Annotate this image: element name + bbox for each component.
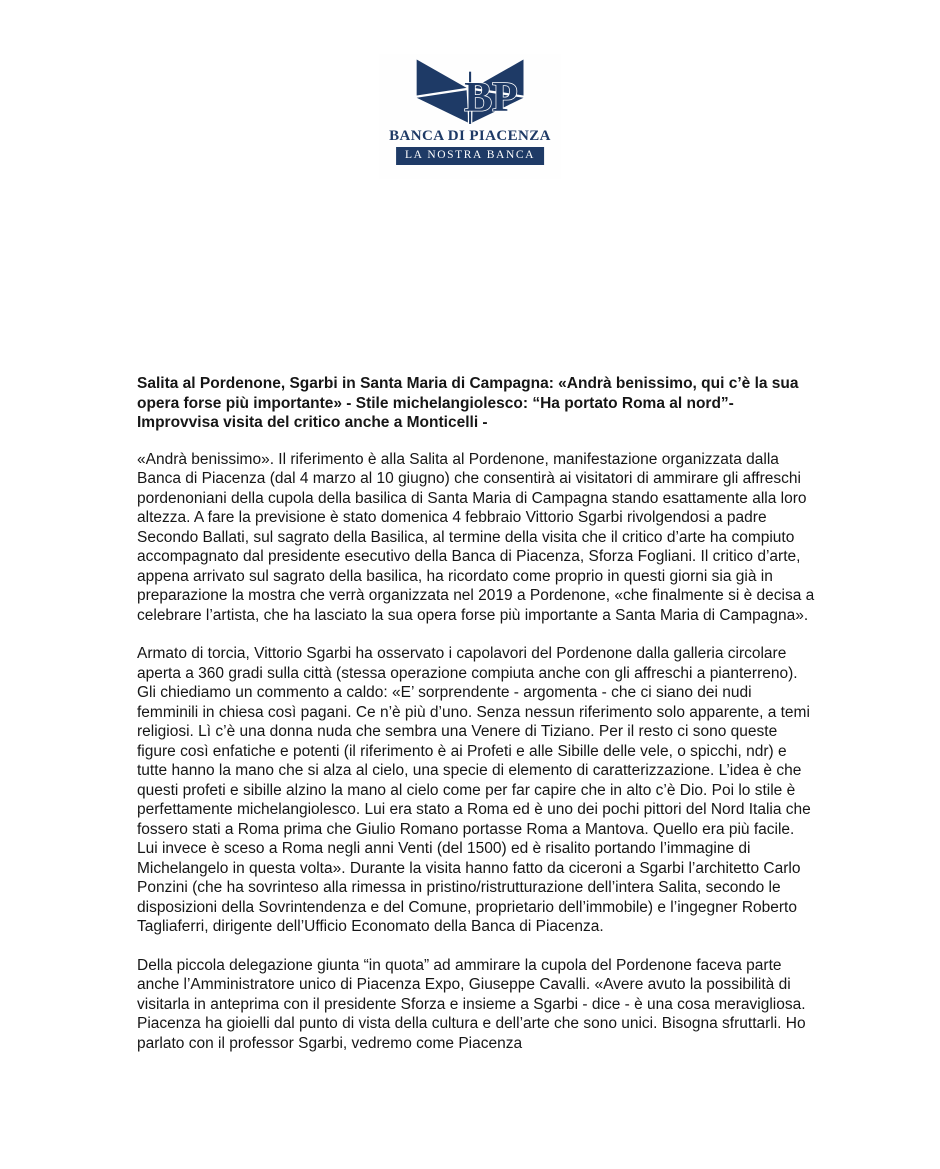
article-body: [137, 374, 815, 1072]
article-headline: Salita al Pordenone, Sgarbi in Santa Maria di Campagna: «Andrà benissimo, qui c’è la sua opera forse più importante» - Stile michelangiolesco: “Ha portato Roma al nord”- Improvvisa visita del critico anche a Monticelli -: [137, 375, 799, 431]
bank-logo: [379, 54, 561, 179]
bp-monogram-icon: [411, 56, 529, 128]
article-paragraph: «Andrà benissimo». Il riferimento è alla Salita al Pordenone, manifestazione organizzata dalla Banca di Piacenza (dal 4 marzo al 10 giugno) che consentirà ai visitatori di ammirare gli affreschi pordenoniani della cupola della basilica di Santa Maria di Campagna stando esattamente alla loro altezza. A fare la previsione è stato domenica 4 febbraio Vittorio Sgarbi rivolgendosi a padre Secondo Ballati, sul sagrato della Basilica, al termine della visita che il critico d’arte ha compiuto accompagnato dal presidente esecutivo della Banca di Piacenza, Sforza Fogliani. Il critico d’arte, appena arrivato sul sagrato della basilica, ha ricordato come proprio in questi giorni sia già in preparazione la mostra che verrà organizzata nel 2019 a Pordenone, «che finalmente si è decisa a celebrare l’artista, che ha lasciato la sua opera forse più importante a Santa Maria di Campagna».: [137, 450, 815, 624]
bank-name: BANCA DI PIACENZA: [389, 128, 551, 144]
article-paragraph: Armato di torcia, Vittorio Sgarbi ha osservato i capolavori del Pordenone dalla galleria circolare aperta a 360 gradi sulla città (stessa operazione compiuta anche con gli affreschi a pianterreno). Gli chiediamo un commento a caldo: «E’ sorprendente - argomenta - che ci siano dei nudi femminili in chiesa così pagani. Ce n’è più d’uno. Senza nessun riferimento solo apparente, a temi religiosi. Lì c’è una donna nuda che sembra una Venere di Tiziano. Per il resto ci sono queste figure così enfatiche e potenti (il riferimento è ai Profeti e alle Sibille delle vele, o spicchi, ndr) e tutte hanno la mano che si alza al cielo, una specie di elemento di caratterizzazione. L’idea è che questi profeti e sibille alzino la mano al cielo come per far capire che in alto c’è Dio. Poi lo stile è perfettamente michelangiolesco. Lui era stato a Roma ed è uno dei pochi pittori del Nord Italia che fossero stati a Roma prima che Giulio Romano portasse Roma a Mantova. Quello era più facile. Lui invece è sceso a Roma negli anni Venti (del 1500) ed è risalito portando l’immagine di Michelangelo in questa volta». Durante la visita hanno fatto da ciceroni a Sgarbi l’architetto Carlo Ponzini (che ha sovrinteso alla rimessa in pristino/ristrutturazione dell’intera Salita, secondo le disposizioni della Sovrintendenza e del Comune, proprietario dell’immobile) e l’ingegner Roberto Tagliaferri, dirigente dell’Ufficio Economato della Banca di Piacenza.: [137, 645, 811, 935]
bank-tagline: LA NOSTRA BANCA: [396, 147, 544, 166]
article-paragraph: Della piccola delegazione giunta “in quota” ad ammirare la cupola del Pordenone faceva parte anche l’Amministratore unico di Piacenza Expo, Giuseppe Cavalli. «Avere avuto la possibilità di visitarla in anteprima con il presidente Sforza e insieme a Sgarbi - dice - è una cosa meravigliosa. Piacenza ha gioielli dal punto di vista della cultura e dell’arte che sono unici. Bisogna sfruttarli. Ho parlato con il professor Sgarbi, vedremo come Piacenza: [137, 956, 806, 1052]
bp-monogram-letters: BP: [464, 75, 518, 122]
